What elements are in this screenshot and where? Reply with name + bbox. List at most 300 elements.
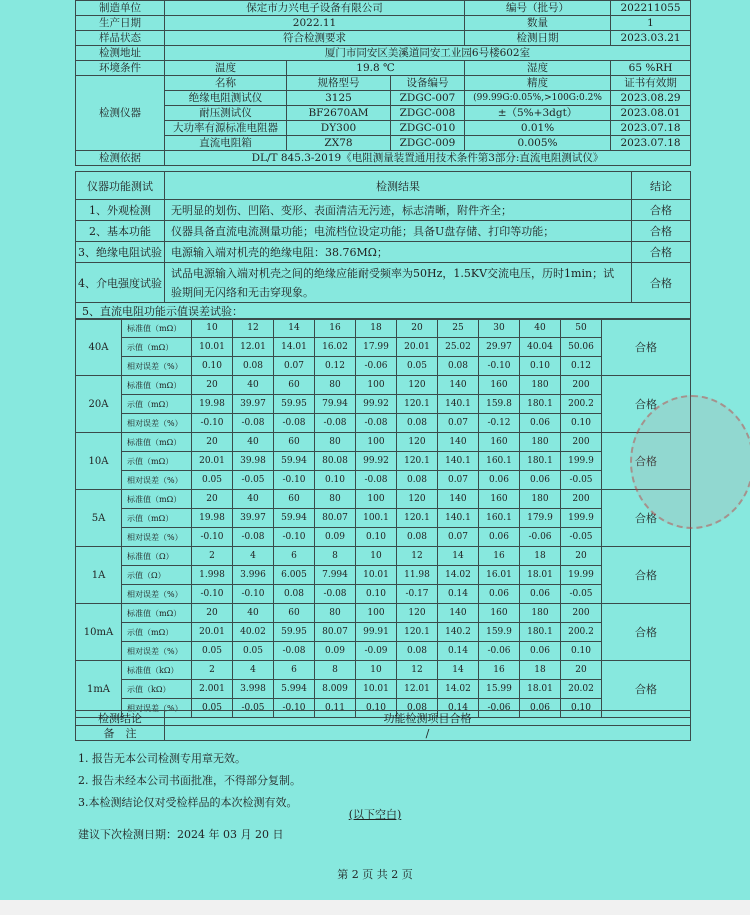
value-cell: 140.2 <box>438 623 479 642</box>
company-stamp <box>630 395 750 529</box>
value-cell: -0.06 <box>479 699 520 718</box>
paren: ） <box>165 399 174 409</box>
value-cell: -0.06 <box>356 357 397 376</box>
value-cell: 0.05 <box>233 642 274 661</box>
err-label <box>122 528 192 547</box>
value-cell: 0.06 <box>479 585 520 604</box>
value-cell: 120.1 <box>397 623 438 642</box>
row-label-text: 示值 <box>127 399 143 409</box>
value-cell: 10.01 <box>356 680 397 699</box>
value-cell: 60 <box>274 604 315 623</box>
std-label <box>122 376 192 395</box>
func-conclusion: 合格 <box>632 263 691 303</box>
value-cell: 14.02 <box>438 680 479 699</box>
value-cell: 20 <box>192 376 233 395</box>
instr-name: 直流电阻箱 <box>165 136 287 151</box>
value-cell: 200 <box>561 604 602 623</box>
value-cell: 0.10 <box>561 642 602 661</box>
value-cell: 0.09 <box>315 642 356 661</box>
value-cell: 80 <box>315 604 356 623</box>
sample-state-value: 符合检测要求 <box>165 31 465 46</box>
instr-accuracy: ±（5%+3dgt） <box>465 106 611 121</box>
value-cell: 0.10 <box>315 471 356 490</box>
err-label <box>122 471 192 490</box>
error-row <box>76 642 691 661</box>
value-cell: 160.1 <box>479 452 520 471</box>
value-cell: 180.1 <box>520 623 561 642</box>
value-cell: 0.06 <box>520 642 561 661</box>
row-label-text: 相对误差（%） <box>127 532 183 542</box>
value-cell: 18.01 <box>520 680 561 699</box>
func-item: 2、基本功能 <box>76 221 165 242</box>
value-cell: 20 <box>397 319 438 338</box>
row-label-text: 示值 <box>127 342 143 352</box>
remark-value: / <box>165 726 691 741</box>
value-cell: 40.02 <box>233 623 274 642</box>
value-cell: -0.08 <box>315 414 356 433</box>
paren: ） <box>173 323 182 333</box>
std-label <box>122 547 192 566</box>
paren: （ <box>151 323 159 333</box>
std-label <box>122 661 192 680</box>
instr-col-cert: 证书有效期 <box>611 76 691 91</box>
instr-cert: 2023.08.01 <box>611 106 691 121</box>
value-cell: 17.99 <box>356 338 397 357</box>
paren: ） <box>165 456 174 466</box>
value-cell: 0.08 <box>233 357 274 376</box>
std-label <box>122 604 192 623</box>
value-cell: 0.10 <box>561 414 602 433</box>
row-unit-text: kΩ <box>159 665 171 675</box>
func-col-item: 仪器功能测试 <box>76 172 165 200</box>
paren: （ <box>143 570 151 580</box>
paren: （ <box>143 627 151 637</box>
instr-cert: 2023.07.18 <box>611 136 691 151</box>
value-cell: 0.05 <box>397 357 438 376</box>
quantity-label: 数量 <box>465 16 611 31</box>
instr-id: ZDGC-010 <box>391 121 465 136</box>
value-cell: 120 <box>397 604 438 623</box>
basis-value: DL/T 845.3-2019《电阻测量装置通用技术条件第3部分:直流电阻测试仪》 <box>165 151 691 166</box>
row-label-text: 相对误差（%） <box>127 361 183 371</box>
value-cell: 19.98 <box>192 395 233 414</box>
block-conclusion: 合格 <box>602 490 691 547</box>
note-item: 1. 报告无本公司检测专用章无效。 <box>78 752 246 765</box>
value-cell: 0.06 <box>520 699 561 718</box>
value-cell: 140 <box>438 433 479 452</box>
paren: ） <box>165 513 174 523</box>
paren: （ <box>151 437 159 447</box>
func-result-line: 验期间无闪络和无击穿现象。 <box>171 285 314 299</box>
ind-label <box>122 452 192 471</box>
value-cell: 10 <box>356 547 397 566</box>
range-label: 10A <box>76 433 122 490</box>
row-unit-text: Ω <box>151 570 158 580</box>
value-cell: 120 <box>397 433 438 452</box>
value-cell: 7.994 <box>315 566 356 585</box>
row-label-text: 示值 <box>127 684 143 694</box>
test-date-value: 2023.03.21 <box>611 31 691 46</box>
next-test-date: 建议下次检测日期：2024 年 03 月 20 日 <box>78 828 284 841</box>
value-cell: 160 <box>479 433 520 452</box>
value-cell: 40 <box>233 604 274 623</box>
remark-label: 备 注 <box>76 726 165 741</box>
value-cell: 0.07 <box>438 528 479 547</box>
error-row <box>76 585 691 604</box>
row-unit-text: mΩ <box>159 437 174 447</box>
value-cell: 0.07 <box>274 357 315 376</box>
paren: （ <box>143 342 151 352</box>
value-cell: -0.08 <box>356 414 397 433</box>
value-cell: 0.06 <box>520 471 561 490</box>
value-cell: 20 <box>192 604 233 623</box>
value-cell: 0.12 <box>315 357 356 376</box>
paren: （ <box>143 684 151 694</box>
instr-model: ZX78 <box>287 136 391 151</box>
value-cell: -0.08 <box>315 585 356 604</box>
instrument-row <box>76 106 691 121</box>
value-cell: 1.998 <box>192 566 233 585</box>
value-cell: 200 <box>561 376 602 395</box>
value-cell: 0.05 <box>192 642 233 661</box>
value-cell: 0.08 <box>397 471 438 490</box>
value-cell: 25.02 <box>438 338 479 357</box>
row-unit-text: mΩ <box>151 513 166 523</box>
temp-value: 19.8 ℃ <box>287 61 465 76</box>
value-cell: 100.1 <box>356 509 397 528</box>
paren: ） <box>173 494 182 504</box>
instr-id: ZDGC-008 <box>391 106 465 121</box>
row-unit-text: mΩ <box>151 399 166 409</box>
value-cell: 59.95 <box>274 623 315 642</box>
paren: （ <box>143 399 151 409</box>
value-cell: 80.07 <box>315 509 356 528</box>
value-cell: 50 <box>561 319 602 338</box>
value-cell: 199.9 <box>561 509 602 528</box>
row-label-text: 标准值 <box>127 608 151 618</box>
value-cell: 30 <box>479 319 520 338</box>
instr-accuracy: 0.005% <box>465 136 611 151</box>
blank-mark: (以下空白) <box>348 808 402 821</box>
value-cell: 60 <box>274 376 315 395</box>
ind-label <box>122 338 192 357</box>
value-cell: 40 <box>233 376 274 395</box>
value-cell: 8 <box>315 547 356 566</box>
value-cell: 160 <box>479 490 520 509</box>
function-test-table <box>75 171 691 320</box>
func-col-result: 检测结果 <box>165 172 632 200</box>
value-cell: 160.1 <box>479 509 520 528</box>
value-cell: 0.10 <box>356 699 397 718</box>
bottom-margin <box>0 900 750 915</box>
value-cell: 59.94 <box>274 452 315 471</box>
value-cell: 12.01 <box>233 338 274 357</box>
instr-id: ZDGC-007 <box>391 91 465 106</box>
value-cell: 14.02 <box>438 566 479 585</box>
paren: ） <box>162 684 171 694</box>
value-cell: 180 <box>520 604 561 623</box>
value-cell: 20 <box>561 547 602 566</box>
error-row <box>76 661 691 680</box>
value-cell: 180.1 <box>520 395 561 414</box>
error-row <box>76 395 691 414</box>
value-cell: 0.08 <box>397 699 438 718</box>
value-cell: 80.08 <box>315 452 356 471</box>
temp-label: 温度 <box>165 61 287 76</box>
error-row <box>76 566 691 585</box>
instr-name: 绝缘电阻测试仪 <box>165 91 287 106</box>
instrument-row <box>76 121 691 136</box>
func-item: 3、绝缘电阻试验 <box>76 242 165 263</box>
value-cell: 18 <box>356 319 397 338</box>
error-row <box>76 376 691 395</box>
block-conclusion: 合格 <box>602 433 691 490</box>
value-cell: 0.06 <box>479 528 520 547</box>
value-cell: 14 <box>438 547 479 566</box>
humidity-label: 湿度 <box>465 61 611 76</box>
instr-cert: 2023.08.29 <box>611 91 691 106</box>
value-cell: -0.06 <box>479 642 520 661</box>
value-cell: 6 <box>274 661 315 680</box>
value-cell: 0.10 <box>520 357 561 376</box>
value-cell: 140.1 <box>438 395 479 414</box>
paren: ） <box>170 665 179 675</box>
conclusion-table <box>75 710 691 741</box>
address-value: 厦门市同安区美溪道同安工业园6号楼602室 <box>165 46 691 61</box>
quantity-value: 1 <box>611 16 691 31</box>
value-cell: 180.1 <box>520 452 561 471</box>
value-cell: 100 <box>356 376 397 395</box>
value-cell: 20.01 <box>192 452 233 471</box>
std-label <box>122 433 192 452</box>
row-label-text: 示值 <box>127 570 143 580</box>
value-cell: -0.08 <box>274 642 315 661</box>
instr-accuracy: 0.01% <box>465 121 611 136</box>
value-cell: 0.06 <box>520 414 561 433</box>
range-label: 10mA <box>76 604 122 661</box>
value-cell: 39.97 <box>233 395 274 414</box>
block-conclusion: 合格 <box>602 547 691 604</box>
row-label-text: 标准值 <box>127 323 151 333</box>
value-cell: 20 <box>561 661 602 680</box>
row-label-text: 示值 <box>127 456 143 466</box>
range-label: 40A <box>76 319 122 376</box>
value-cell: 19.98 <box>192 509 233 528</box>
instr-cert: 2023.07.18 <box>611 121 691 136</box>
value-cell: 40 <box>520 319 561 338</box>
paren: （ <box>151 494 159 504</box>
value-cell: 20 <box>192 490 233 509</box>
error-row <box>76 509 691 528</box>
value-cell: 14 <box>274 319 315 338</box>
value-cell: 8.009 <box>315 680 356 699</box>
value-cell: 79.94 <box>315 395 356 414</box>
env-label: 环境条件 <box>76 61 165 76</box>
address-label: 检测地址 <box>76 46 165 61</box>
value-cell: 140 <box>438 490 479 509</box>
value-cell: 159.9 <box>479 623 520 642</box>
value-cell: 0.10 <box>561 699 602 718</box>
value-cell: -0.10 <box>192 414 233 433</box>
manufacturer-label: 制造单位 <box>76 1 165 16</box>
value-cell: 0.08 <box>274 585 315 604</box>
basis-label: 检测依据 <box>76 151 165 166</box>
value-cell: 0.08 <box>438 357 479 376</box>
value-cell: 11.98 <box>397 566 438 585</box>
row-label-text: 相对误差（%） <box>127 475 183 485</box>
value-cell: -0.05 <box>233 471 274 490</box>
func-conclusion: 合格 <box>632 200 691 221</box>
value-cell: 0.10 <box>192 357 233 376</box>
paren: （ <box>151 551 159 561</box>
value-cell: 2 <box>192 661 233 680</box>
value-cell: 180 <box>520 433 561 452</box>
notes <box>78 748 301 814</box>
value-cell: 20.02 <box>561 680 602 699</box>
row-label-text: 标准值 <box>127 437 151 447</box>
instr-label: 检测仪器 <box>76 76 165 151</box>
value-cell: 60 <box>274 490 315 509</box>
value-cell: 0.07 <box>438 414 479 433</box>
row-unit-text: mΩ <box>151 342 166 352</box>
value-cell: 14.01 <box>274 338 315 357</box>
value-cell: 59.95 <box>274 395 315 414</box>
value-cell: 3.998 <box>233 680 274 699</box>
func-result: 无明显的划伤、凹陷、变形、表面清洁无污迹，标志清晰，附件齐全； <box>165 200 632 221</box>
value-cell: 0.12 <box>561 357 602 376</box>
error-test-table <box>75 318 691 718</box>
instr-id: ZDGC-009 <box>391 136 465 151</box>
value-cell: 6 <box>274 547 315 566</box>
value-cell: 39.98 <box>233 452 274 471</box>
value-cell: 8 <box>315 661 356 680</box>
value-cell: 99.92 <box>356 395 397 414</box>
value-cell: 10.01 <box>192 338 233 357</box>
value-cell: 180 <box>520 376 561 395</box>
value-cell: 100 <box>356 433 397 452</box>
paren: ） <box>173 380 182 390</box>
row-unit-text: mΩ <box>159 323 174 333</box>
value-cell: 20 <box>192 433 233 452</box>
row-unit-text: kΩ <box>151 684 163 694</box>
row-label-text: 示值 <box>127 627 143 637</box>
value-cell: 140 <box>438 604 479 623</box>
value-cell: 80 <box>315 433 356 452</box>
value-cell: 15.99 <box>479 680 520 699</box>
instr-col-accuracy: 精度 <box>465 76 611 91</box>
range-label: 5A <box>76 490 122 547</box>
paren: （ <box>143 456 151 466</box>
instr-model: 3125 <box>287 91 391 106</box>
instr-col-name: 名称 <box>165 76 287 91</box>
value-cell: 6.005 <box>274 566 315 585</box>
row-label-text: 相对误差（%） <box>127 589 183 599</box>
value-cell: 140 <box>438 376 479 395</box>
value-cell: 180 <box>520 490 561 509</box>
value-cell: 10.01 <box>356 566 397 585</box>
std-label <box>122 319 192 338</box>
value-cell: 2 <box>192 547 233 566</box>
row-label-text: 标准值 <box>127 494 151 504</box>
value-cell: 100 <box>356 604 397 623</box>
value-cell: 0.06 <box>520 585 561 604</box>
value-cell: 199.9 <box>561 452 602 471</box>
value-cell: -0.10 <box>274 471 315 490</box>
value-cell: 12 <box>397 547 438 566</box>
value-cell: -0.06 <box>520 528 561 547</box>
error-row <box>76 452 691 471</box>
value-cell: -0.09 <box>356 642 397 661</box>
value-cell: 0.05 <box>192 699 233 718</box>
value-cell: -0.05 <box>561 585 602 604</box>
number-label: 编号（批号） <box>465 1 611 16</box>
value-cell: 159.8 <box>479 395 520 414</box>
error-row <box>76 471 691 490</box>
manufacturer-value: 保定市力兴电子设备有限公司 <box>165 1 465 16</box>
conclusion-label: 检测结论 <box>76 711 165 726</box>
value-cell: 80.07 <box>315 623 356 642</box>
value-cell: 16 <box>315 319 356 338</box>
value-cell: -0.10 <box>274 528 315 547</box>
sample-state-label: 样品状态 <box>76 31 165 46</box>
value-cell: 0.07 <box>438 471 479 490</box>
row-label-text: 标准值 <box>127 665 151 675</box>
err-label <box>122 414 192 433</box>
value-cell: -0.10 <box>233 585 274 604</box>
value-cell: 50.06 <box>561 338 602 357</box>
func-row <box>76 263 691 303</box>
value-cell: 200.2 <box>561 623 602 642</box>
value-cell: -0.05 <box>561 471 602 490</box>
func-item: 4、介电强度试验 <box>76 263 165 303</box>
value-cell: -0.10 <box>192 585 233 604</box>
error-row <box>76 528 691 547</box>
value-cell: 100 <box>356 490 397 509</box>
func-result: 仪器具备直流电流测量功能；电流档位设定功能；具备U盘存储、打印等功能； <box>165 221 632 242</box>
value-cell: 40 <box>233 490 274 509</box>
row-unit-text: mΩ <box>151 627 166 637</box>
paren: （ <box>151 665 159 675</box>
value-cell: 18 <box>520 661 561 680</box>
error-row <box>76 604 691 623</box>
value-cell: 0.08 <box>397 414 438 433</box>
value-cell: 60 <box>274 433 315 452</box>
error-row <box>76 547 691 566</box>
row-label-text: 标准值 <box>127 551 151 561</box>
value-cell: 14 <box>438 661 479 680</box>
ind-label <box>122 509 192 528</box>
row-label-text: 示值 <box>127 513 143 523</box>
conclusion-value: 功能检测项目合格 <box>165 711 691 726</box>
value-cell: 4 <box>233 661 274 680</box>
error-row <box>76 338 691 357</box>
paren: ） <box>173 437 182 447</box>
block-conclusion: 合格 <box>602 319 691 376</box>
instr-name: 大功率有源标准电阻器 <box>165 121 287 136</box>
value-cell: 12 <box>233 319 274 338</box>
value-cell: 2.001 <box>192 680 233 699</box>
row-unit-text: mΩ <box>151 456 166 466</box>
value-cell: 20.01 <box>397 338 438 357</box>
value-cell: 0.14 <box>438 642 479 661</box>
value-cell: 200.2 <box>561 395 602 414</box>
error-row <box>76 680 691 699</box>
value-cell: 80 <box>315 490 356 509</box>
instrument-row <box>76 136 691 151</box>
value-cell: 16 <box>479 661 520 680</box>
block-conclusion: 合格 <box>602 376 691 433</box>
instr-model: BF2670AM <box>287 106 391 121</box>
